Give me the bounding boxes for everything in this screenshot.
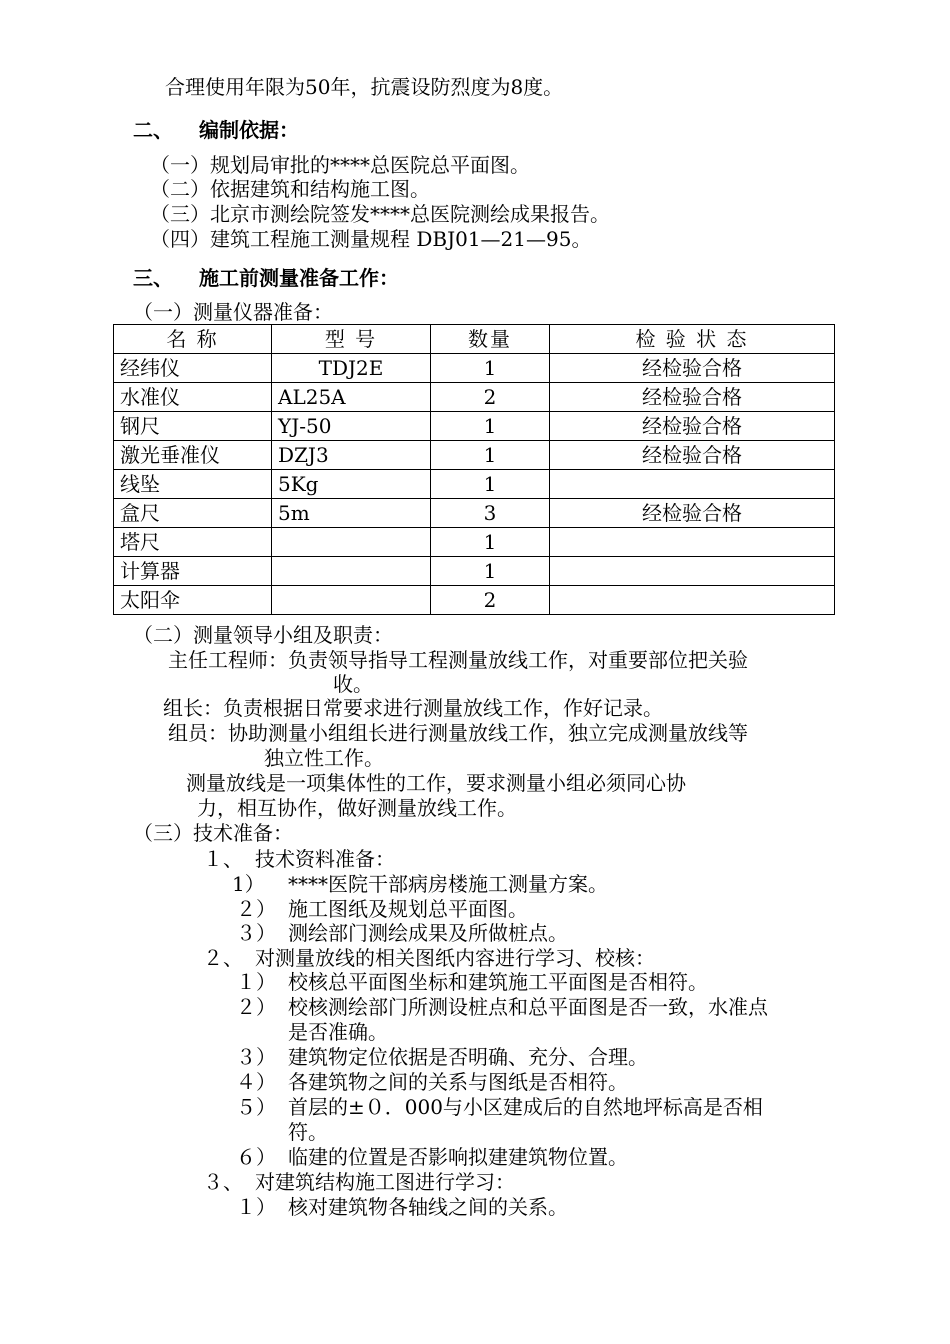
cell-status <box>550 470 835 499</box>
cell-name: 计算器 <box>114 557 272 586</box>
cell-model <box>272 586 431 615</box>
tech-1-item-1 <box>232 871 608 897</box>
tech-subheading: （三）技术准备： <box>133 821 293 845</box>
table-row <box>114 499 835 528</box>
intro-line: 合理使用年限为50年，抗震设防烈度为8度。 <box>165 75 564 99</box>
basis-item-3: （三）北京市测绘院签发****总医院测绘成果报告。 <box>150 202 610 226</box>
section-3-number: 三、 <box>133 266 173 290</box>
cell-quantity: 1 <box>431 557 550 586</box>
instrument-table <box>113 324 835 615</box>
basis-item-1: （一）规划局审批的****总医院总平面图。 <box>150 153 530 177</box>
cell-quantity: 2 <box>431 383 550 412</box>
item-text: 施工图纸及规划总平面图。 <box>288 897 528 921</box>
table-row <box>114 557 835 586</box>
cell-name: 钢尺 <box>114 412 272 441</box>
cell-model: 5Kg <box>272 470 431 499</box>
cell-model: AL25A <box>272 383 431 412</box>
table-row <box>114 586 835 615</box>
item-number: ２） <box>236 995 276 1019</box>
header-quantity: 数量 <box>431 325 550 354</box>
table-row <box>114 383 835 412</box>
duty-line-2: 收。 <box>333 672 373 696</box>
tech-point-2-text: 对测量放线的相关图纸内容进行学习、校核： <box>255 946 655 970</box>
item-number: ３） <box>236 1045 276 1069</box>
cell-quantity: 1 <box>431 412 550 441</box>
cell-name: 水准仪 <box>114 383 272 412</box>
table-header-row <box>114 325 835 354</box>
cell-quantity: 1 <box>431 354 550 383</box>
table-row <box>114 441 835 470</box>
tech-2-item-5-cont: 符。 <box>288 1120 328 1144</box>
tech-point-3-text: 对建筑结构施工图进行学习： <box>255 1170 515 1194</box>
section-3-title: 施工前测量准备工作： <box>199 266 399 290</box>
tech-point-3 <box>203 1169 515 1195</box>
item-number: １） <box>236 1195 276 1219</box>
item-text: ****医院干部病房楼施工测量方案。 <box>288 872 608 896</box>
section-2-number: 二、 <box>133 118 173 142</box>
duty-line-5: 独立性工作。 <box>264 746 384 770</box>
duty-line-1: 主任工程师：负责领导指导工程测量放线工作，对重要部位把关验 <box>168 648 748 672</box>
basis-item-4: （四）建筑工程施工测量规程 DBJ01—21—95。 <box>150 227 592 251</box>
duty-line-7: 力，相互协作，做好测量放线工作。 <box>197 796 517 820</box>
team-subheading: （二）测量领导小组及职责： <box>133 623 393 647</box>
item-text: 各建筑物之间的关系与图纸是否相符。 <box>288 1070 628 1094</box>
duty-line-3: 组长：负责根据日常要求进行测量放线工作，作好记录。 <box>163 696 663 720</box>
table-row <box>114 412 835 441</box>
cell-model <box>272 528 431 557</box>
tech-2-item-2-cont: 是否准确。 <box>288 1020 388 1044</box>
cell-quantity: 1 <box>431 528 550 557</box>
tech-point-3-number: ３、 <box>203 1170 243 1194</box>
tech-2-item-2 <box>236 994 768 1020</box>
cell-model: YJ-50 <box>272 412 431 441</box>
item-text: 测绘部门测绘成果及所做桩点。 <box>288 921 568 945</box>
cell-quantity: 1 <box>431 441 550 470</box>
item-number: １） <box>236 970 276 994</box>
header-model: 型 号 <box>272 325 431 354</box>
item-number: 1） <box>232 872 265 896</box>
cell-model: TDJ2E <box>272 354 431 383</box>
cell-status <box>550 557 835 586</box>
cell-status: 经检验合格 <box>550 383 835 412</box>
tech-2-item-5 <box>236 1094 763 1120</box>
table-row <box>114 354 835 383</box>
tech-2-item-4 <box>236 1069 628 1095</box>
item-number: ２） <box>236 897 276 921</box>
instrument-subheading: （一）测量仪器准备： <box>133 300 333 324</box>
cell-status: 经检验合格 <box>550 354 835 383</box>
header-name: 名 称 <box>114 325 272 354</box>
tech-point-1-number: １、 <box>203 847 243 871</box>
cell-name: 激光垂准仪 <box>114 441 272 470</box>
item-text: 首层的±０．000与小区建成后的自然地坪标高是否相 <box>288 1095 763 1119</box>
cell-model: DZJ3 <box>272 441 431 470</box>
cell-model <box>272 557 431 586</box>
item-number: ５） <box>236 1095 276 1119</box>
item-text: 建筑物定位依据是否明确、充分、合理。 <box>288 1045 648 1069</box>
tech-1-item-3 <box>236 920 568 946</box>
cell-quantity: 2 <box>431 586 550 615</box>
tech-point-2-number: ２、 <box>203 946 243 970</box>
section-2-title: 编制依据： <box>199 118 299 142</box>
duty-line-6: 测量放线是一项集体性的工作，要求测量小组必须同心协 <box>186 771 686 795</box>
cell-name: 太阳伞 <box>114 586 272 615</box>
header-status: 检 验 状 态 <box>550 325 835 354</box>
item-text: 临建的位置是否影响拟建建筑物位置。 <box>288 1145 628 1169</box>
tech-2-item-1 <box>236 969 708 995</box>
cell-model: 5m <box>272 499 431 528</box>
cell-status: 经检验合格 <box>550 441 835 470</box>
basis-item-2: （二）依据建筑和结构施工图。 <box>150 177 430 201</box>
tech-1-item-2 <box>236 896 528 922</box>
item-text: 校核总平面图坐标和建筑施工平面图是否相符。 <box>288 970 708 994</box>
duty-line-4: 组员：协助测量小组组长进行测量放线工作，独立完成测量放线等 <box>168 721 748 745</box>
cell-status: 经检验合格 <box>550 499 835 528</box>
item-number: ３） <box>236 921 276 945</box>
tech-point-1 <box>203 846 395 872</box>
table-row <box>114 528 835 557</box>
section-2-heading <box>133 117 299 143</box>
table-row <box>114 470 835 499</box>
tech-2-item-3 <box>236 1044 648 1070</box>
cell-status <box>550 528 835 557</box>
cell-name: 塔尺 <box>114 528 272 557</box>
item-number: ４） <box>236 1070 276 1094</box>
cell-status: 经检验合格 <box>550 412 835 441</box>
item-text: 核对建筑物各轴线之间的关系。 <box>288 1195 568 1219</box>
tech-point-1-text: 技术资料准备： <box>255 847 395 871</box>
item-number: ６） <box>236 1145 276 1169</box>
tech-2-item-6 <box>236 1144 628 1170</box>
item-text: 校核测绘部门所测设桩点和总平面图是否一致，水准点 <box>288 995 768 1019</box>
cell-name: 经纬仪 <box>114 354 272 383</box>
cell-status <box>550 586 835 615</box>
cell-name: 线坠 <box>114 470 272 499</box>
tech-3-item-1 <box>236 1194 568 1220</box>
cell-quantity: 3 <box>431 499 550 528</box>
tech-point-2 <box>203 945 655 971</box>
cell-quantity: 1 <box>431 470 550 499</box>
section-3-heading <box>133 265 399 291</box>
cell-name: 盒尺 <box>114 499 272 528</box>
